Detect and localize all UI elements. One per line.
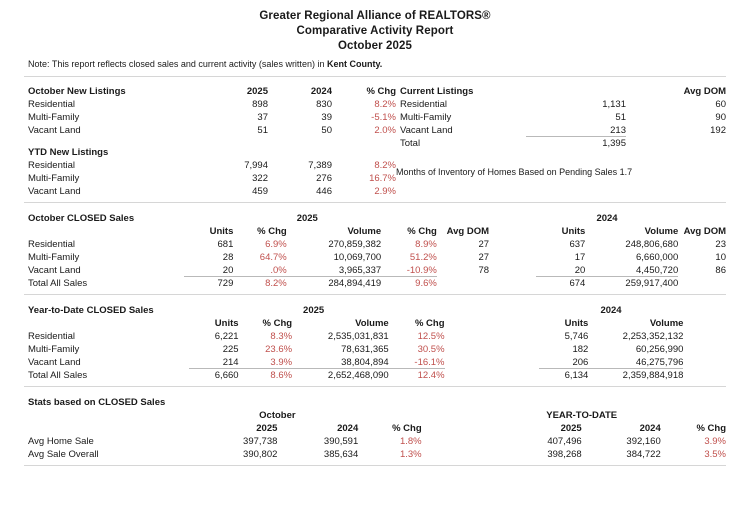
col-avg-dom-prior: Avg DOM xyxy=(683,226,726,237)
cell-oct-2025: 397,738 xyxy=(243,436,278,447)
row-label: Multi-Family xyxy=(28,112,80,123)
total-units: 6,660 xyxy=(214,370,239,381)
divider-ytd-closed xyxy=(24,294,726,295)
total-count: 1,395 xyxy=(602,138,626,149)
new-listings-header-row xyxy=(24,84,396,97)
row-label: Avg Home Sale xyxy=(28,436,94,447)
row-label: Multi-Family xyxy=(28,252,80,263)
stats-title-row xyxy=(24,395,726,408)
col-2024: 2024 xyxy=(310,86,332,97)
cell-2025: 459 xyxy=(252,186,268,197)
october-closed-title-row xyxy=(24,211,726,224)
total-units: 729 xyxy=(217,278,234,289)
cell-volume-prior: 248,806,680 xyxy=(625,239,679,250)
october-new-listings-title: October New Listings xyxy=(28,86,126,97)
col-chg-volume: % Chg xyxy=(407,226,437,237)
ytd-closed-sales-table xyxy=(24,303,726,381)
divider-footer xyxy=(24,465,726,466)
cell-volume: 10,069,700 xyxy=(333,252,382,263)
cell-chg-units: 23.6% xyxy=(265,344,293,355)
report-note-county: Kent County. xyxy=(326,59,383,69)
cell-chg-volume: 51.2% xyxy=(409,252,437,263)
total-chg-units: 8.6% xyxy=(270,370,293,381)
total-chg-volume: 9.6% xyxy=(415,278,437,289)
col-chg-units: % Chg xyxy=(262,318,293,329)
cell-ytd-2025: 398,268 xyxy=(547,449,582,460)
cell-2025: 37 xyxy=(257,112,268,123)
cell-ytd-chg: 3.9% xyxy=(704,436,726,447)
table-row xyxy=(24,158,396,171)
row-label: Residential xyxy=(28,99,75,110)
row-label: Vacant Land xyxy=(28,186,81,197)
col-volume: Volume xyxy=(347,226,382,237)
months-of-inventory: Months of Inventory of Homes Based on Pending Sales 1.7 xyxy=(396,167,633,177)
cell-oct-chg: 1.3% xyxy=(399,449,422,460)
col-units: Units xyxy=(214,318,239,329)
new-listings-block xyxy=(24,84,396,197)
col-oct-2025: 2025 xyxy=(256,423,278,434)
ytd-closed-title: Year-to-Date CLOSED Sales xyxy=(28,305,154,316)
cell-chg: 16.7% xyxy=(369,173,396,184)
cell-2024: 7,389 xyxy=(308,160,332,171)
cell-dom: 27 xyxy=(478,239,490,250)
divider-header xyxy=(24,76,726,77)
col-ytd-chg: % Chg xyxy=(696,423,726,434)
row-label: Residential xyxy=(400,99,447,110)
col-ytd-2025: 2025 xyxy=(560,423,582,434)
report-note-text: Note: This report reflects closed sales and current activity (sales written) in xyxy=(28,59,327,69)
row-label: Avg Sale Overall xyxy=(28,449,99,460)
cell-2025: 51 xyxy=(257,125,268,136)
cell-2024: 830 xyxy=(316,99,332,110)
cell-volume: 38,804,894 xyxy=(292,355,389,368)
cell-dom: 60 xyxy=(715,99,726,110)
col-chg-volume: % Chg xyxy=(414,318,445,329)
col-ytd-2024: 2024 xyxy=(639,423,661,434)
cell-chg-volume: -10.9% xyxy=(381,263,437,276)
cell-oct-2025: 390,802 xyxy=(243,449,278,460)
table-row xyxy=(24,97,396,110)
table-row xyxy=(24,355,726,368)
cell-chg-units: .0% xyxy=(233,263,286,276)
cell-dom: 90 xyxy=(715,112,726,123)
cell-units-prior: 182 xyxy=(572,344,589,355)
group-ytd: YEAR-TO-DATE xyxy=(546,410,618,421)
table-row xyxy=(24,184,396,197)
table-row xyxy=(24,447,726,460)
table-row xyxy=(24,342,726,355)
col-oct-2024: 2024 xyxy=(337,423,359,434)
table-row xyxy=(396,97,726,110)
row-label: Multi-Family xyxy=(28,173,80,184)
stats-header-row xyxy=(24,421,726,434)
cell-2025: 898 xyxy=(252,99,268,110)
cell-units-prior: 20 xyxy=(536,263,586,276)
total-volume: 284,894,419 xyxy=(328,278,382,289)
row-label: Vacant Land xyxy=(400,125,453,136)
listings-section xyxy=(24,84,726,197)
cell-chg: 8.2% xyxy=(374,160,396,171)
row-label: Residential xyxy=(28,239,75,250)
total-volume: 2,652,468,090 xyxy=(327,370,389,381)
col-units-prior: Units xyxy=(564,318,589,329)
table-row xyxy=(24,329,726,342)
cell-2024: 446 xyxy=(316,186,332,197)
cell-ytd-2025: 407,496 xyxy=(547,436,582,447)
cell-2025: 322 xyxy=(252,173,268,184)
cell-units: 214 xyxy=(189,355,239,368)
group-2024: 2024 xyxy=(600,305,622,316)
total-chg-volume: 12.4% xyxy=(417,370,445,381)
cell-ytd-chg: 3.5% xyxy=(704,449,726,460)
cell-dom-prior: 23 xyxy=(715,239,726,250)
total-label: Total xyxy=(400,138,421,149)
row-spacer xyxy=(24,136,396,145)
cell-chg: 2.0% xyxy=(374,125,396,136)
cell-2024: 39 xyxy=(321,112,332,123)
cell-chg-units: 8.3% xyxy=(270,331,293,342)
cell-oct-2024: 390,591 xyxy=(323,436,359,447)
cell-units: 20 xyxy=(184,263,234,276)
col-volume-prior: Volume xyxy=(649,318,684,329)
col-pct-chg: % Chg xyxy=(366,86,396,97)
group-2025: 2025 xyxy=(296,213,318,224)
cell-chg-volume: 8.9% xyxy=(415,239,437,250)
current-listings-total-row xyxy=(396,136,726,149)
cell-count: 213 xyxy=(526,123,626,136)
total-volume-prior: 2,359,884,918 xyxy=(622,370,684,381)
group-october: October xyxy=(259,410,296,421)
cell-volume-prior: 46,275,796 xyxy=(588,355,683,368)
report-period: October 2025 xyxy=(337,40,413,52)
row-label: Multi-Family xyxy=(28,344,80,355)
ytd-closed-total-row xyxy=(24,368,726,381)
ytd-closed-header-row xyxy=(24,316,726,329)
col-volume-prior: Volume xyxy=(644,226,679,237)
cell-chg-volume: 12.5% xyxy=(417,331,445,342)
cell-chg: -5.1% xyxy=(371,112,396,123)
col-oct-chg: % Chg xyxy=(392,423,422,434)
report-note xyxy=(24,58,726,71)
current-listings-table xyxy=(396,84,726,149)
cell-units: 6,221 xyxy=(214,331,239,342)
cell-chg-units: 3.9% xyxy=(239,355,293,368)
cell-units-prior: 206 xyxy=(539,355,589,368)
cell-dom-prior: 10 xyxy=(715,252,726,263)
table-row xyxy=(24,434,726,447)
group-2024: 2024 xyxy=(596,213,618,224)
cell-count: 1,131 xyxy=(602,99,626,110)
table-row xyxy=(24,171,396,184)
cell-2024: 50 xyxy=(321,125,332,136)
organization-title: Greater Regional Alliance of REALTORS® xyxy=(259,10,491,22)
cell-units-prior: 5,746 xyxy=(564,331,589,342)
stats-title: Stats based on CLOSED Sales xyxy=(28,397,166,408)
row-label: Vacant Land xyxy=(28,265,81,276)
cell-dom: 78 xyxy=(478,265,490,276)
current-listings-header-row xyxy=(396,84,726,97)
cell-chg: 8.2% xyxy=(374,99,396,110)
col-2025: 2025 xyxy=(246,86,268,97)
table-row xyxy=(24,110,396,123)
cell-units: 28 xyxy=(222,252,234,263)
divider-october-closed xyxy=(24,202,726,203)
new-listings-table xyxy=(24,84,396,197)
ytd-closed-title-row xyxy=(24,303,726,316)
table-row xyxy=(396,123,726,136)
cell-units: 225 xyxy=(222,344,239,355)
ytd-new-listings-header-row xyxy=(24,145,396,158)
table-row xyxy=(24,263,726,276)
table-row xyxy=(24,237,726,250)
total-units-prior: 6,134 xyxy=(564,370,589,381)
cell-volume-prior: 60,256,990 xyxy=(635,344,684,355)
total-volume-prior: 259,917,400 xyxy=(625,278,679,289)
cell-volume: 270,859,382 xyxy=(328,239,382,250)
cell-ytd-2024: 392,160 xyxy=(626,436,661,447)
cell-dom: 192 xyxy=(710,125,726,136)
cell-count: 51 xyxy=(615,112,626,123)
current-listings-block xyxy=(396,84,726,197)
cell-ytd-2024: 384,722 xyxy=(626,449,661,460)
cell-oct-chg: 1.8% xyxy=(399,436,422,447)
divider-stats xyxy=(24,386,726,387)
table-row xyxy=(24,123,396,136)
cell-chg-units: 6.9% xyxy=(265,239,287,250)
group-2025: 2025 xyxy=(303,305,325,316)
cell-2024: 276 xyxy=(316,173,332,184)
october-closed-total-row xyxy=(24,276,726,289)
cell-chg-volume: 30.5% xyxy=(417,344,445,355)
cell-volume: 3,965,337 xyxy=(287,263,381,276)
cell-volume: 2,535,031,831 xyxy=(327,331,389,342)
cell-oct-2024: 385,634 xyxy=(323,449,359,460)
cell-volume-prior: 4,450,720 xyxy=(585,263,678,276)
cell-volume-prior: 6,660,000 xyxy=(635,252,679,263)
current-listings-title: Current Listings xyxy=(400,86,474,97)
cell-dom: 27 xyxy=(478,252,490,263)
cell-units-prior: 17 xyxy=(574,252,586,263)
col-units-prior: Units xyxy=(561,226,586,237)
closed-sales-stats-table xyxy=(24,395,726,460)
row-label: Residential xyxy=(28,160,75,171)
table-row xyxy=(396,110,726,123)
col-avg-dom: Avg DOM xyxy=(683,86,726,97)
cell-volume: 78,631,365 xyxy=(341,344,389,355)
table-row xyxy=(24,250,726,263)
total-chg-units: 8.2% xyxy=(265,278,287,289)
cell-units: 681 xyxy=(217,239,234,250)
cell-chg-volume: -16.1% xyxy=(389,355,445,368)
stats-group-row xyxy=(24,408,726,421)
col-chg-units: % Chg xyxy=(257,226,287,237)
report-title: Comparative Activity Report xyxy=(296,25,454,37)
cell-units-prior: 637 xyxy=(569,239,586,250)
ytd-new-listings-title: YTD New Listings xyxy=(28,147,109,158)
cell-2025: 7,994 xyxy=(244,160,268,171)
cell-chg: 2.9% xyxy=(374,186,396,197)
total-label: Total All Sales xyxy=(28,370,88,381)
col-avg-dom: Avg DOM xyxy=(446,226,490,237)
cell-volume-prior: 2,253,352,132 xyxy=(622,331,684,342)
cell-dom-prior: 86 xyxy=(715,265,726,276)
row-label: Vacant Land xyxy=(28,357,81,368)
col-units: Units xyxy=(209,226,234,237)
cell-chg-units: 64.7% xyxy=(259,252,287,263)
row-label: Multi-Family xyxy=(400,112,452,123)
row-label: Residential xyxy=(28,331,75,342)
row-label: Vacant Land xyxy=(28,125,81,136)
october-closed-sales-table xyxy=(24,211,726,289)
report-header xyxy=(24,0,726,54)
total-units-prior: 674 xyxy=(569,278,586,289)
col-volume: Volume xyxy=(355,318,389,329)
october-closed-header-row xyxy=(24,224,726,237)
total-label: Total All Sales xyxy=(28,278,88,289)
october-closed-title: October CLOSED Sales xyxy=(28,213,135,224)
